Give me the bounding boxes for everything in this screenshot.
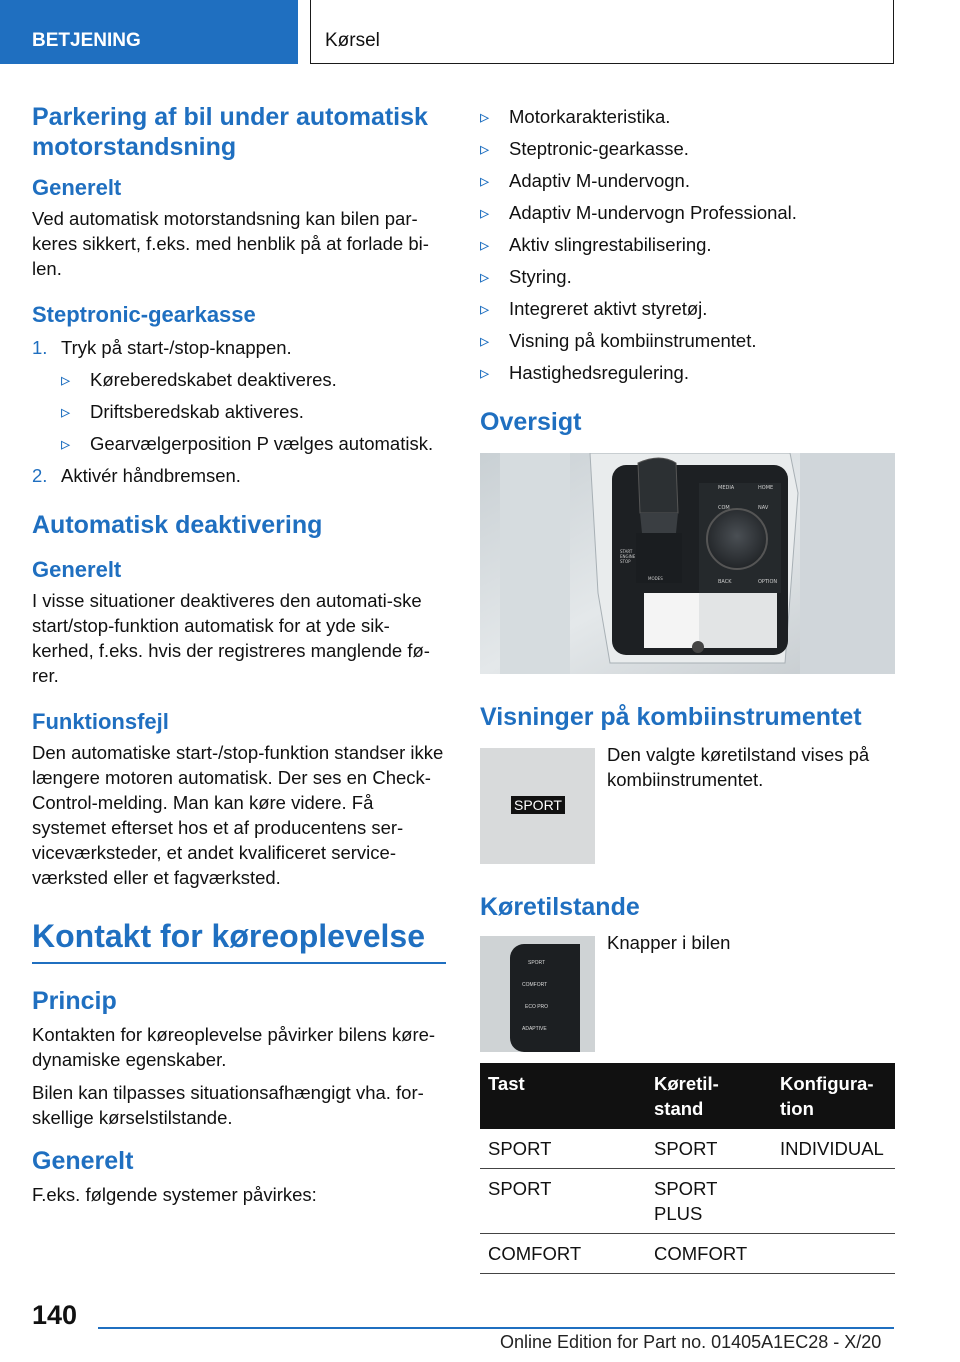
footer-rule xyxy=(98,1327,894,1329)
table-cell xyxy=(772,1234,895,1274)
footer-edition: Online Edition for Part no. 01405A1EC28 - X/20 xyxy=(500,1332,882,1352)
heading-steptronic: Steptronic-gearkasse xyxy=(32,302,256,327)
mode-button-adaptive: ADAPTIVE xyxy=(522,1026,547,1032)
sport-display-image xyxy=(480,748,595,864)
system-bullet-text: Aktiv slingrestabilisering. xyxy=(509,234,712,255)
system-bullet-text: Integreret aktivt styretøj. xyxy=(509,298,708,319)
system-bullet-item xyxy=(480,168,895,193)
mode-button-sport: SPORT xyxy=(528,960,546,966)
triangle-bullet-icon: ▹ xyxy=(61,433,71,454)
mode-button-eco-pro: ECO PRO xyxy=(525,1004,549,1010)
table-row xyxy=(480,1169,895,1234)
mode-table xyxy=(480,1063,895,1274)
triangle-bullet-icon: ▹ xyxy=(61,401,71,422)
table-cell: SPORT PLUS xyxy=(646,1169,772,1234)
triangle-bullet-icon: ▹ xyxy=(480,266,490,287)
console-illustration xyxy=(480,453,895,674)
console-start-label: START xyxy=(620,549,633,554)
visninger-block xyxy=(480,744,895,864)
kontakt-heading-block xyxy=(32,916,446,964)
left-column xyxy=(32,96,446,1207)
table-cell: COMFORT xyxy=(646,1234,772,1274)
table-cell: INDIVIDUAL xyxy=(772,1129,895,1169)
table-header-konfiguration: Konfigura-tion xyxy=(772,1063,895,1129)
text-funktionsfejl: Den automatiske start-/stop-funktion standser ikke længere motoren automatisk. Der ses en Check-Control-melding. Man kan køre videre. Få systemet efterset hos et af producentens ser-viceværksteder, et andet kvalificeret service-værksted eller et fagværksted. xyxy=(32,742,444,888)
heading-automatisk-deaktivering: Automatisk deaktivering xyxy=(32,511,323,539)
step-2-number: 2. xyxy=(32,465,48,486)
system-bullet-text: Adaptiv M-undervogn. xyxy=(509,170,690,191)
table-cell: SPORT xyxy=(646,1129,772,1169)
console-option-label: OPTION xyxy=(758,579,778,585)
heading-visninger: Visninger på kombiinstrumentet xyxy=(480,703,862,731)
console-com-label: COM xyxy=(718,505,730,511)
console-media-label: MEDIA xyxy=(718,485,735,491)
step-2-text: Aktivér håndbremsen. xyxy=(61,465,241,486)
sub-bullet-text: Driftsberedskab aktiveres. xyxy=(90,401,304,422)
step-1-number: 1. xyxy=(32,337,48,358)
system-bullet-text: Visning på kombiinstrumentet. xyxy=(509,330,757,351)
sub-bullet-text: Gearvælgerposition P vælges automatisk. xyxy=(90,433,434,454)
system-bullet-text: Hastighedsregulering. xyxy=(509,362,689,383)
sub-bullet-text: Køreberedskabet deaktiveres. xyxy=(90,369,337,390)
system-bullet-item xyxy=(480,328,895,353)
triangle-bullet-icon: ▹ xyxy=(480,362,490,383)
heading-generelt-2: Generelt xyxy=(32,557,122,582)
system-bullet-text: Steptronic-gearkasse. xyxy=(509,138,689,159)
system-bullet-item xyxy=(480,136,895,161)
text-generelt-2: I visse situationer deaktiveres den automati-ske start/stop-funktion automatisk for at yde sik-kerhed, f.eks. hvis der registreres manglende fø-rer. xyxy=(32,590,430,686)
text-generelt-3: F.eks. følgende systemer påvirkes: xyxy=(32,1184,317,1205)
koretilstande-block xyxy=(480,932,895,1052)
mode-button-panel xyxy=(510,944,580,1052)
text-princip-1: Kontakten for køreoplevelse påvirker bilens køre-dynamiske egenskaber. xyxy=(32,1024,436,1070)
console-modes-label: MODES xyxy=(648,576,663,581)
sub-bullet xyxy=(32,399,446,424)
table-cell: SPORT xyxy=(480,1169,646,1234)
table-row xyxy=(480,1129,895,1169)
console-home-label: HOME xyxy=(758,485,774,491)
heading-koretilstande: Køretilstande xyxy=(480,893,640,921)
system-bullet-item xyxy=(480,104,895,129)
text-koretilstande: Knapper i bilen xyxy=(607,932,731,953)
table-header-koretilstand: Køretil-stand xyxy=(646,1063,772,1129)
page-number: 140 xyxy=(32,1300,78,1330)
section-title: BETJENING xyxy=(32,30,141,51)
heading-generelt-1: Generelt xyxy=(32,175,122,200)
table-header-row xyxy=(480,1063,895,1129)
triangle-bullet-icon: ▹ xyxy=(480,170,490,191)
step-1-text: Tryk på start-/stop-knappen. xyxy=(61,337,292,358)
table-cell: SPORT xyxy=(480,1129,646,1169)
console-nav-label: NAV xyxy=(758,505,769,511)
system-bullet-item xyxy=(480,296,895,321)
console-stop-label: STOP xyxy=(620,559,631,564)
console-back-label: BACK xyxy=(718,579,732,585)
section-tab xyxy=(0,0,298,64)
chapter-header xyxy=(310,0,894,64)
system-bullet-item xyxy=(480,232,895,257)
heading-generelt-3: Generelt xyxy=(32,1147,134,1175)
system-bullet-text: Motorkarakteristika. xyxy=(509,106,671,127)
sub-bullet xyxy=(32,367,446,392)
step-2 xyxy=(32,463,446,488)
sport-display-label: SPORT xyxy=(511,796,565,814)
heading-parkering: Parkering af bil under automatisk motorstandsning xyxy=(32,103,428,161)
sub-bullet xyxy=(32,431,446,456)
chapter-title: Kørsel xyxy=(325,30,380,51)
mode-buttons-image xyxy=(480,936,595,1052)
system-bullet-item xyxy=(480,360,895,385)
heading-kontakt: Kontakt for køreoplevelse xyxy=(32,918,425,954)
table-row xyxy=(480,1234,895,1274)
text-visninger: Den valgte køretilstand vises på kombiinstrumentet. xyxy=(607,744,870,790)
mode-button-comfort: COMFORT xyxy=(522,982,548,988)
system-bullet-list xyxy=(480,104,895,385)
triangle-bullet-icon: ▹ xyxy=(480,234,490,255)
text-princip-2: Bilen kan tilpasses situationsafhængigt vha. for-skellige kørselstilstande. xyxy=(32,1082,424,1128)
table-cell: COMFORT xyxy=(480,1234,646,1274)
heading-oversigt: Oversigt xyxy=(480,408,582,436)
triangle-bullet-icon: ▹ xyxy=(480,330,490,351)
triangle-bullet-icon: ▹ xyxy=(480,106,490,127)
triangle-bullet-icon: ▹ xyxy=(480,138,490,159)
text-generelt-1: Ved automatisk motorstandsning kan bilen par-keres sikkert, f.eks. med henblik på at forlade bi-len. xyxy=(32,208,429,279)
step-1 xyxy=(32,335,446,360)
console-engine-label: ENGINE xyxy=(620,554,636,559)
heading-princip: Princip xyxy=(32,987,117,1015)
heading-funktionsfejl: Funktionsfejl xyxy=(32,709,169,734)
triangle-bullet-icon: ▹ xyxy=(480,202,490,223)
triangle-bullet-icon: ▹ xyxy=(61,369,71,390)
table-header-tast: Tast xyxy=(480,1063,646,1129)
system-bullet-item xyxy=(480,200,895,225)
table-cell xyxy=(772,1169,895,1234)
right-column xyxy=(480,104,895,1274)
system-bullet-item xyxy=(480,264,895,289)
triangle-bullet-icon: ▹ xyxy=(480,298,490,319)
system-bullet-text: Styring. xyxy=(509,266,572,287)
system-bullet-text: Adaptiv M-undervogn Professional. xyxy=(509,202,797,223)
